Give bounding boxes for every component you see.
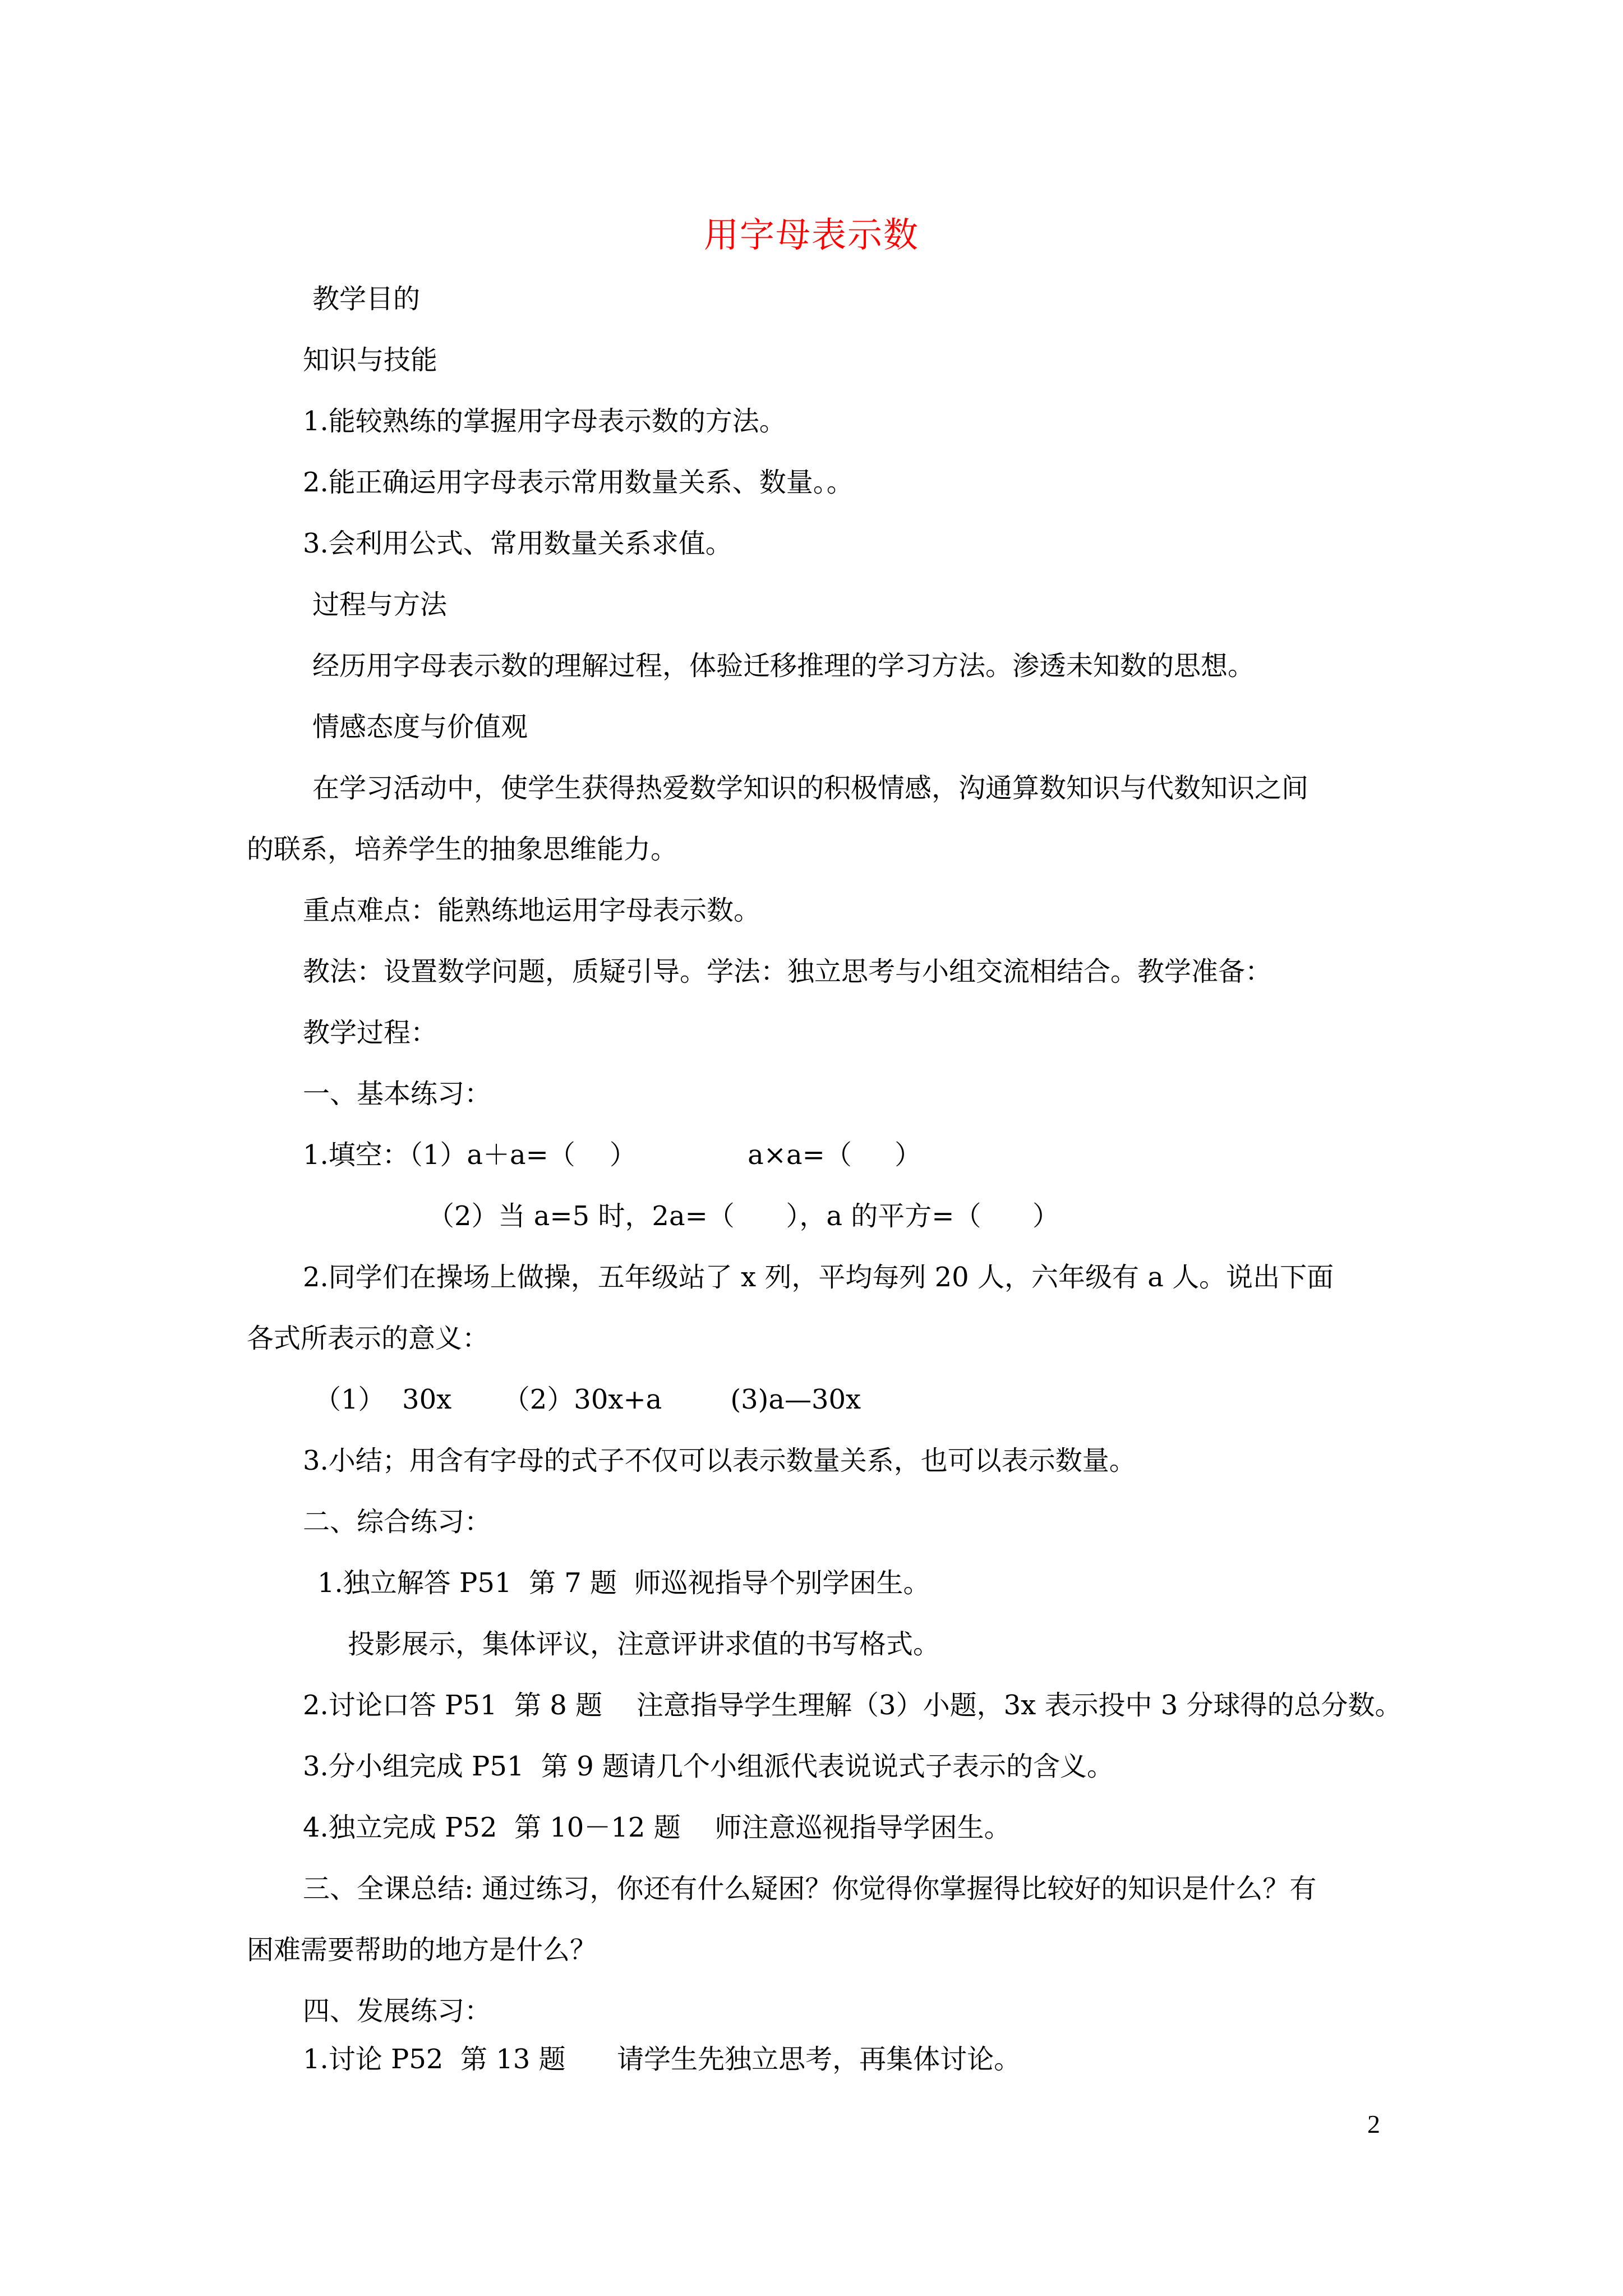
paragraph-line: 3.会利用公式、常用数量关系求值。 [303,528,732,559]
exercise-line: 3.分小组完成 P51 第 9 题请几个小组派代表说说式子表示的含义。 [303,1751,1114,1782]
paragraph-line: 1.能较熟练的掌握用字母表示数的方法。 [303,406,786,437]
heading-teaching-objectives: 教学目的 [312,283,421,315]
paragraph-line: 三、全课总结: 通过练习，你还有什么疑困？你觉得你掌握得比较好的知识是什么？有 [303,1873,1317,1904]
paragraph-line: 3.小结；用含有字母的式子不仅可以表示数量关系，也可以表示数量。 [303,1445,1136,1476]
page-number: 2 [1367,2110,1380,2138]
exercise-line: 2.同学们在操场上做操，五年级站了 x 列，平均每列 20 人，六年级有 a 人。说出下面 [303,1262,1334,1293]
paragraph-line: 困难需要帮助的地方是什么？ [247,1934,597,1966]
paragraph-line: 教法：设置数学问题，质疑引导。学法：独立思考与小组交流相结合。教学准备： [303,956,1272,987]
exercise-line: 各式所表示的意义： [247,1323,490,1354]
heading-teaching-process: 教学过程： [303,1017,438,1048]
paragraph-line: 2.能正确运用字母表示常用数量关系、数量。。 [303,467,854,498]
exercise-line: （1） 30x （2）30x+a (3)a—30x [314,1384,861,1415]
paragraph-line: 重点难点：能熟练地运用字母表示数。 [303,895,761,926]
exercise-line: 1.讨论 P52 第 13 题 请学生先独立思考，再集体讨论。 [303,2044,1021,2075]
paragraph-line: 的联系，培养学生的抽象思维能力。 [247,834,678,865]
heading-knowledge-skills: 知识与技能 [303,344,438,376]
exercise-line: 2.讨论口答 P51 第 8 题 注意指导学生理解（3）小题，3x 表示投中 3 分球得的总分数。 [303,1690,1402,1721]
heading-process-method: 过程与方法 [312,589,448,620]
section-heading: 二、综合练习： [303,1506,492,1538]
heading-attitude-values: 情感态度与价值观 [312,711,528,743]
paragraph-line: 经历用字母表示数的理解过程，体验迁移推理的学习方法。渗透未知数的思想。 [312,650,1255,682]
section-heading: 四、发展练习： [303,1995,492,2027]
paragraph-line: 在学习活动中，使学生获得热爱数学知识的积极情感，沟通算数知识与代数知识之间 [312,772,1309,804]
document-title: 用字母表示数 [703,214,919,255]
paragraph-line: 投影展示，集体评议，注意评讲求值的书写格式。 [348,1628,940,1660]
exercise-line: （2）当 a=5 时，2a=（ ），a 的平方=（ ） [427,1200,1059,1232]
exercise-line: 1.独立解答 P51 第 7 题 师巡视指导个别学困生。 [317,1567,930,1599]
section-heading: 一、基本练习： [303,1078,492,1110]
exercise-line: 4.独立完成 P52 第 10－12 题 师注意巡视指导学困生。 [303,1812,1011,1843]
exercise-line: 1.填空：（1）a＋a=（ ） a×a=（ ） [303,1139,922,1171]
